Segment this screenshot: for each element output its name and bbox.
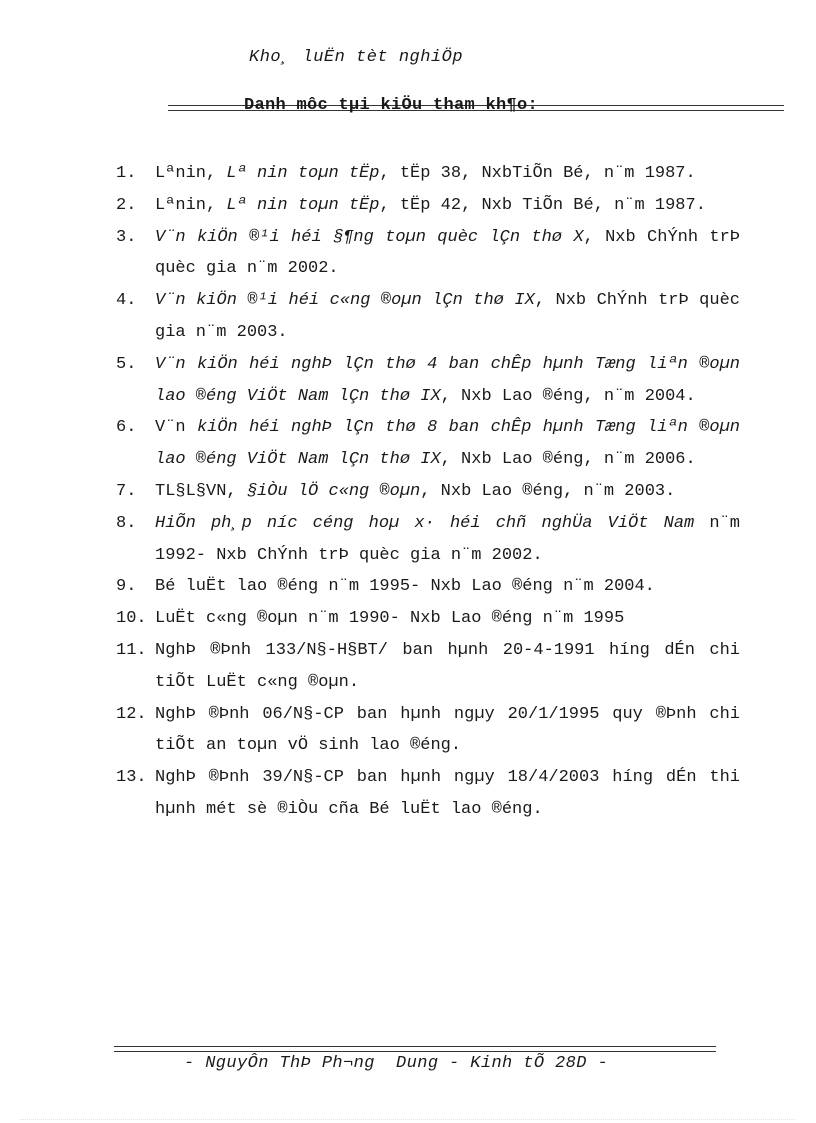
- reference-segment: Bé luËt lao ®éng n¨m 1995- Nxb Lao ®éng n¨m 2004.: [155, 577, 655, 597]
- reference-segment: , tËp 38, NxbTiÕn Bé, n¨m 1987.: [379, 164, 696, 183]
- document-footer: - NguyÔn ThÞ Ph¬ng Dung - Kinh tÕ 28D -: [184, 1054, 609, 1073]
- reference-number: 4.: [116, 291, 137, 311]
- reference-item: [116, 222, 740, 286]
- reference-number: 5.: [116, 354, 137, 374]
- reference-number: 1.: [116, 164, 137, 183]
- reference-title-segment: §iÒu lÖ c«ng ®oµn: [246, 481, 421, 501]
- reference-number: 11.: [116, 640, 147, 660]
- footer-double-rule: [114, 1046, 716, 1052]
- reference-number: 8.: [116, 513, 137, 533]
- reference-number: 3.: [116, 227, 137, 247]
- reference-text: [155, 412, 740, 476]
- reference-segment: , Nxb Lao ®éng, n¨m 2004.: [440, 386, 696, 406]
- reference-text: [155, 158, 740, 190]
- reference-title-segment: V¨n kiÖn ®¹i héi c«ng ®oµn lÇn thø IX: [155, 291, 535, 311]
- reference-text: [155, 222, 740, 286]
- reference-segment: LuËt c«ng ®oµn n¨m 1990- Nxb Lao ®éng n¨m 1995: [155, 609, 625, 629]
- reference-number: 12.: [116, 704, 147, 724]
- reference-item: [116, 508, 740, 572]
- reference-text: [155, 508, 740, 572]
- reference-segment: V¨n: [155, 418, 197, 438]
- reference-title-segment: V¨n kiÖn héi nghÞ lÇn thø 4 ban chÊp hµnh Tæng liªn ®oµn lao ®éng ViÖt Nam lÇn thø IX: [155, 354, 740, 406]
- reference-segment: n¨m 1992- Nxb ChÝnh trÞ quèc gia n¨m 2002.: [155, 513, 740, 565]
- reference-segment: NghÞ ®Þnh 133/N§-H§BT/ ban hµnh 20-4-1991 híng dÉn chi tiÕt LuËt c«ng ®oµn.: [155, 640, 740, 692]
- reference-title-segment: Lª nin toµn tËp: [226, 164, 380, 183]
- reference-title-segment: V¨n kiÖn ®¹i héi §¶ng toµn quèc lÇn thø X: [155, 227, 584, 247]
- reference-item: [116, 190, 740, 222]
- section-title-text: Danh môc tµi kiÖu tham kh¶o:: [244, 96, 539, 115]
- reference-text: [155, 571, 740, 603]
- reference-segment: NghÞ ®Þnh 39/N§-CP ban hµnh ngµy 18/4/2003 híng dÉn thi hµnh mét sè ®iÒu cña Bé luËt lao ®éng.: [155, 768, 740, 819]
- reference-segment: Lªnin,: [155, 195, 227, 215]
- reference-item: [116, 699, 740, 763]
- reference-segment: TL§L§VN,: [155, 481, 247, 501]
- reference-number: 10.: [116, 609, 147, 629]
- reference-item: [116, 285, 740, 349]
- reference-number: 9.: [116, 577, 137, 597]
- reference-segment: , Nxb ChÝnh trÞ quèc gia n¨m 2003.: [155, 291, 740, 342]
- reference-number: 6.: [116, 418, 137, 438]
- reference-text: [155, 635, 740, 699]
- reference-text: [155, 349, 740, 413]
- reference-title-segment: HiÕn ph¸p níc céng hoµ x· héi chñ nghÜa ViÖt Nam: [155, 513, 695, 533]
- reference-item: [116, 158, 740, 190]
- reference-segment: , Nxb Lao ®éng, n¨m 2006.: [440, 450, 696, 470]
- page-edge-dotted-line: [20, 1119, 796, 1120]
- reference-text: [155, 699, 740, 763]
- reference-number: 13.: [116, 768, 147, 788]
- reference-item: [116, 635, 740, 699]
- reference-text: [155, 285, 740, 349]
- reference-number: 2.: [116, 195, 137, 215]
- reference-item: [116, 476, 740, 508]
- reference-text: [155, 603, 740, 635]
- document-header: Kho¸ luËn tèt nghiÖp: [249, 48, 464, 67]
- reference-item: [116, 571, 740, 603]
- reference-title-segment: Lª nin toµn tËp: [226, 195, 380, 215]
- reference-list: [116, 158, 740, 826]
- reference-segment: , tËp 42, Nxb TiÕn Bé, n¨m 1987.: [379, 195, 706, 215]
- section-title: [168, 96, 784, 120]
- reference-segment: NghÞ ®Þnh 06/N§-CP ban hµnh ngµy 20/1/1995 quy ®Þnh chi tiÕt an toµn vÖ sinh lao ®éng.: [155, 704, 740, 756]
- reference-segment: , Nxb ChÝnh trÞ quèc gia n¨m 2002.: [155, 227, 740, 279]
- reference-item: [116, 349, 740, 413]
- reference-segment: , Nxb Lao ®éng, n¨m 2003.: [420, 481, 676, 501]
- reference-text: [155, 762, 740, 826]
- reference-text: [155, 190, 740, 222]
- reference-number: 7.: [116, 481, 137, 501]
- reference-item: [116, 762, 740, 826]
- reference-segment: Lªnin,: [155, 164, 227, 183]
- reference-item: [116, 412, 740, 476]
- reference-title-segment: kiÖn héi nghÞ lÇn thø 8 ban chÊp hµnh Tæng liªn ®oµn lao ®éng ViÖt Nam lÇn thø IX: [155, 418, 740, 470]
- reference-text: [155, 476, 740, 508]
- reference-item: [116, 603, 740, 635]
